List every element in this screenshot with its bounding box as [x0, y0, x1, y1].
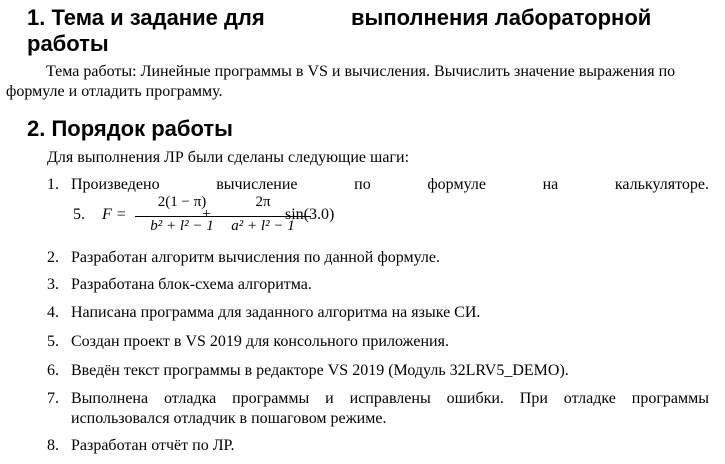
list-item: [47, 332, 709, 352]
list-item-word: по: [354, 176, 371, 193]
section-2-title: [27, 116, 233, 142]
list-item: [47, 436, 709, 456]
list-item: [47, 361, 709, 381]
list-item: [47, 248, 709, 268]
list-item-word: формуле: [427, 176, 486, 193]
list-item-text: Разработана блок-схема алгоритма.: [71, 276, 312, 293]
list-item-text: Введён текст программы в редакторе VS 2019 (Модуль 32LRV5_DEMO).: [71, 362, 569, 379]
list-item: [47, 389, 709, 429]
formula-plus: +: [202, 206, 212, 223]
formula-fraction-2-numerator: 2π: [255, 194, 271, 210]
formula: [73, 194, 373, 242]
formula-fraction-2-denominator: a² + l² − 1: [231, 218, 295, 234]
section-2-title-text: 2. Порядок работы: [27, 116, 233, 141]
list-item: [47, 303, 709, 323]
list-item: [47, 175, 709, 195]
list-item-number: 8.: [47, 437, 59, 454]
section-1-title-line2: [27, 31, 109, 57]
list-item: [47, 275, 709, 295]
formula-tail: sin(3.0): [285, 206, 335, 223]
section-2-intro: Для выполнения ЛР были сделаны следующие шаги:: [47, 149, 410, 166]
section-1-paragraph-text: Тема работы: Линейные программы в VS и вычисления. Вычислить значение выражения по формуле и отладить программу.: [6, 63, 676, 100]
formula-fraction-1-numerator: 2(1 − π): [157, 194, 207, 210]
formula-variant-number: 5.: [73, 206, 85, 223]
section-1-paragraph: [6, 62, 708, 102]
list-item-number: 4.: [47, 304, 59, 321]
list-item-text: Написана программа для заданного алгоритма на языке СИ.: [71, 304, 481, 321]
list-item-word: на: [542, 176, 559, 193]
section-1-title-part2: выполнения лабораторной: [351, 5, 652, 30]
section-1-title-line2-text: работы: [27, 31, 109, 56]
list-item-number: 2.: [47, 249, 59, 266]
list-item-word: калькуляторе.: [614, 176, 709, 193]
list-item-number: 6.: [47, 362, 59, 379]
list-item-number: 3.: [47, 276, 59, 293]
list-item-word: вычисление: [216, 176, 298, 193]
section-1-title: [27, 5, 265, 31]
formula-lhs: F =: [102, 206, 127, 223]
list-item-word: Произведено: [71, 176, 160, 193]
list-item-number: 7.: [47, 390, 59, 407]
list-item-text: [71, 175, 709, 195]
list-item-text: Разработан алгоритм вычисления по данной формуле.: [71, 249, 440, 266]
section-1-title-part1: 1. Тема и задание для: [27, 5, 265, 30]
formula-fraction-1-denominator: b² + l² − 1: [150, 218, 214, 234]
section-1-title-continued: [351, 5, 651, 31]
list-item-number: 5.: [47, 333, 59, 350]
list-item-number: 1.: [47, 176, 59, 193]
list-item-text: Выполнена отладка программы и исправлены ошибки. При отладке программы использовался отладчик в пошаговом режиме.: [71, 390, 709, 427]
list-item-text: Создан проект в VS 2019 для консольного приложения.: [71, 333, 449, 350]
list-item-text: Разработан отчёт по ЛР.: [71, 437, 235, 454]
